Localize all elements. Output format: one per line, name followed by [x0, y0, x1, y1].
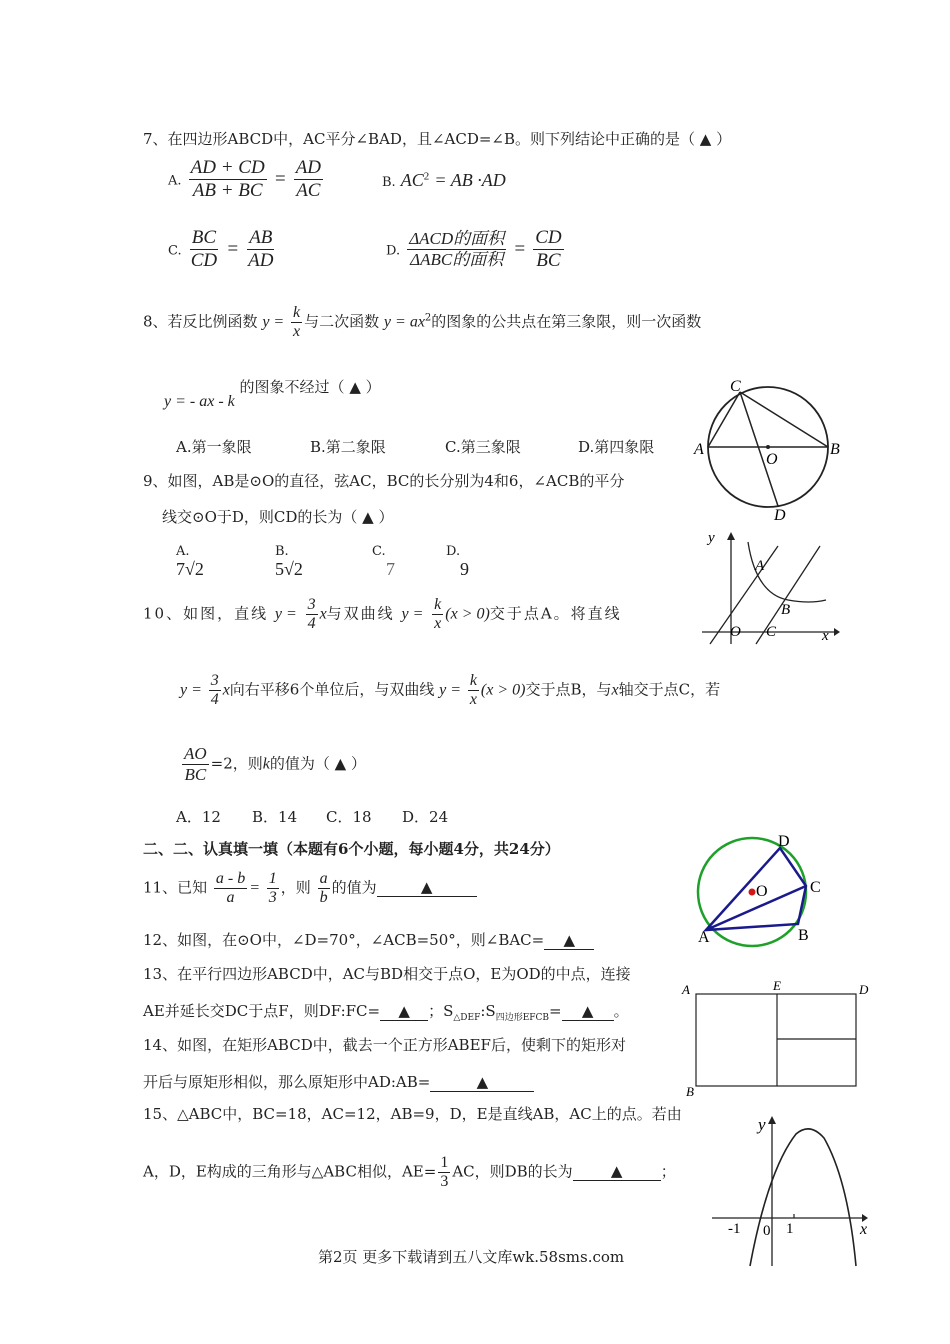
q12-label-o: O [756, 883, 768, 900]
q10-cond-1: (x > 0) [445, 605, 490, 623]
q13-line2b: ；S [428, 1002, 454, 1020]
q8-y-eq: y = [262, 313, 285, 331]
q12-center-dot [749, 889, 756, 896]
q9-label-d: D [774, 507, 786, 524]
q11-s1: 11、已知 [143, 878, 208, 897]
q12-label-a: A [698, 929, 710, 946]
q10-opt-d: D．24 [402, 808, 449, 826]
q7-a-equals: = [273, 168, 287, 190]
q9-chord-bc [740, 392, 828, 447]
q10-three-2: 3 [210, 672, 219, 689]
q9-a-label: A. [176, 544, 190, 559]
q9-option-b [275, 540, 303, 580]
q7-a-right-den: AC [296, 179, 321, 201]
q7-c-label: C. [168, 243, 182, 259]
q8-stem-line2 [164, 376, 381, 411]
parabola-label-one: 1 [786, 1221, 794, 1237]
q9-option-c [372, 540, 395, 580]
q10-y-eq-2: y = [401, 605, 424, 623]
figure-q9-circle [690, 372, 850, 524]
q14-answer-blank[interactable]: ▲ [430, 1073, 534, 1092]
q11-num: a - b [215, 870, 246, 887]
q7-c-right-den: AD [248, 249, 274, 271]
q7-d-right-num: CD [535, 227, 562, 248]
q7-b-sup: 2 [423, 170, 430, 183]
q12-label-b: B [798, 927, 809, 944]
q14-line2: 开后与原矩形相似，那么原矩形中AD:AB= [143, 1073, 431, 1091]
q10-label-y: y [708, 530, 715, 546]
figure-q12-circle [690, 828, 830, 948]
q9-a-value: 7√2 [176, 559, 204, 579]
q15-fraction [438, 1154, 450, 1191]
q15-one: 1 [440, 1154, 449, 1171]
q12-label-d: D [778, 833, 790, 850]
q13-line2a: AE并延长交DC于点F，则DF:FC= [143, 1002, 381, 1020]
q7-option-d [386, 228, 566, 272]
q11-answer-blank[interactable]: ▲ [377, 878, 477, 897]
q10-stem-3 [180, 745, 366, 784]
q13-answer-blank-1[interactable]: ▲ [380, 1002, 428, 1021]
q7-d-den: ΔABC的面积 [410, 249, 504, 269]
q10-label-b: B [781, 602, 791, 618]
q12 [143, 929, 594, 950]
parabola-curve [750, 1129, 856, 1266]
q10-s3: 交于点A。将直线 [489, 604, 622, 623]
q10-s8: 的值为（ ▲ ） [269, 754, 366, 773]
q7-option-a [168, 158, 325, 202]
q11-den: a [226, 888, 235, 906]
q10-x-axis: x [611, 681, 619, 699]
q14-line-2 [143, 1071, 534, 1092]
q9-label-c: C [730, 378, 741, 395]
q10-slope-fraction-2 [209, 672, 221, 709]
q8-linear: y = - ax - k [164, 393, 235, 410]
q11-one: 1 [268, 870, 277, 887]
q14-label-e: E [773, 978, 781, 993]
q10-label-o: O [730, 624, 741, 640]
q15-three: 3 [440, 1172, 449, 1190]
q8-opt-c: C.第三象限 [445, 438, 521, 456]
q7-a-numerator: AD + CD [190, 157, 265, 178]
parabola-label-y: y [758, 1115, 766, 1134]
q9-c-label: C. [372, 544, 386, 559]
q10-ao-over-bc [182, 745, 209, 784]
page-footer: 第2页 更多下载请到五八文库wk.58sms.com [318, 1248, 625, 1266]
q7-a-fraction [189, 158, 267, 202]
q7-b-rhs: = AB ·AD [434, 170, 506, 190]
q7-a-right-fraction [294, 158, 323, 202]
q8-stem-a: 8、若反比例函数 [143, 312, 258, 331]
q9-b-label: B. [275, 544, 289, 559]
q9-chord-cd [740, 392, 778, 506]
section-2-heading: 二、二、认真填一填（本题有6个小题，每小题4分，共24分） [143, 840, 560, 858]
q15-line-2 [143, 1154, 676, 1191]
q8-opt-a: A.第一象限 [176, 438, 252, 456]
q7-option-c [168, 228, 277, 272]
q10-x-den-2: x [469, 690, 477, 708]
q10-y-eq-1: y = [274, 605, 297, 623]
parabola-y-arrow-icon [768, 1116, 776, 1124]
q9-label-b: B [830, 441, 840, 458]
q10-slope-fraction-1 [306, 596, 318, 633]
figure-q14-rectangle [676, 978, 876, 1098]
q10-ao: AO [184, 744, 207, 763]
q8-k-over-x [291, 304, 302, 341]
q8-opt-b: B.第二象限 [310, 438, 386, 456]
q15-line2b: AC，则DB的长为 [452, 1162, 573, 1181]
q12-answer-blank[interactable]: ▲ [544, 931, 594, 950]
q8-stem-c: 的图象的公共点在第三象限，则一次函数 [431, 312, 702, 331]
q10-opt-b: B．14 [252, 808, 298, 826]
q13-line2e: 。 [613, 1002, 629, 1020]
q10-k-over-x-2 [468, 672, 479, 709]
parabola-label-x: x [860, 1221, 868, 1238]
q9-d-label: D. [446, 544, 461, 559]
q7-c-right-num: AB [249, 227, 273, 248]
figure-q10-graph [698, 528, 840, 646]
q14-label-d: D [859, 982, 869, 997]
figure-parabola-graph [706, 1108, 876, 1268]
q14-label-a: A [682, 982, 690, 997]
q13-line-1: 13、在平行四边形ABCD中，AC与BD相交于点O，E为OD的中点，连接 [143, 965, 631, 983]
q14-outer-rectangle [696, 994, 856, 1086]
q10-stem-2 [180, 672, 720, 709]
q10-label-c: C [766, 624, 777, 640]
q11-s3: 的值为 [331, 878, 377, 897]
q7-a-label: A. [168, 173, 182, 189]
q7-b-label: B. [382, 175, 396, 190]
q9-stem-1: 9、如图，AB是⊙O的直径，弦AC，BC的长分别为4和6，∠ACB的平分 [143, 472, 625, 490]
q9-stem-2: 线交⊙O于D，则CD的长为（ ▲ ） [162, 508, 394, 526]
q10-k-1: k [434, 596, 442, 613]
q10-label-a: A [755, 558, 765, 574]
parabola-label-neg1: -1 [728, 1221, 741, 1237]
q10-y-eq-4: y = [439, 681, 462, 699]
q9-b-value: 5√2 [275, 559, 303, 579]
q8-opt-d: D.第四象限 [578, 438, 655, 456]
q10-x-arrow-icon [834, 628, 840, 636]
q13-line2c: :S [480, 1002, 496, 1020]
q8-quad: y = ax [383, 313, 425, 331]
q9-option-a [176, 540, 204, 580]
q15-line2a: A，D，E构成的三角形与△ABC相似，AE= [143, 1162, 437, 1181]
q8-k: k [293, 304, 301, 321]
q13-line2d: = [549, 1002, 562, 1020]
q7-d-equals: = [513, 238, 527, 260]
q9-label-o: O [766, 451, 778, 468]
q10-s7: =2，则 [210, 754, 263, 773]
q10-k-over-x-1 [432, 596, 443, 633]
q10-s6: 轴交于点C，若 [618, 680, 721, 699]
q10-s1: 10、如图，直线 [143, 604, 269, 623]
q10-three-1: 3 [307, 596, 316, 613]
q10-k-2: k [469, 672, 477, 689]
q10-opt-c: C．18 [326, 808, 372, 826]
q12-text: 12、如图，在⊙O中，∠D=70°，∠ACB=50°，则∠BAC= [143, 931, 545, 949]
q7-a-right-num: AD [295, 157, 322, 178]
q15-line2c: ； [660, 1162, 676, 1181]
q7-c-equals: = [226, 238, 240, 260]
q11-b: b [319, 888, 328, 906]
q8-quad-sup: 2 [424, 312, 432, 324]
q7-c-fraction [189, 228, 219, 272]
q14-line-1: 14、如图，在矩形ABCD中，截去一个正方形ABEF后，使剩下的矩形对 [143, 1036, 626, 1054]
q15-answer-blank[interactable]: ▲ [573, 1162, 661, 1181]
q7-stem: 7、在四边形ABCD中，AC平分∠BAD，且∠ACD=∠B。则下列结论中正确的是（ ▲ ） [143, 130, 732, 148]
q10-bc: BC [184, 764, 207, 784]
q11-fraction-1 [214, 870, 247, 907]
q11 [143, 870, 477, 907]
q10-y-eq-3: y = [180, 681, 202, 699]
q9-c-value: 7 [386, 559, 395, 579]
q10-k-3: k [262, 755, 270, 773]
q7-c-right-fraction [246, 228, 275, 272]
q10-x-den-1: x [434, 614, 442, 632]
q13-sub2: 四边形EFCB [495, 1013, 550, 1023]
q7-d-fraction [407, 230, 506, 269]
q8-stem-b: 与二次函数 [304, 312, 380, 331]
q8-stem [143, 304, 701, 341]
q14-label-b: B [686, 1084, 694, 1098]
q13-line-2 [143, 1000, 629, 1023]
q10-s2: 与双曲线 [326, 604, 395, 623]
q11-a: a [319, 870, 328, 887]
q8-stem-d: 的图象不经过（ ▲ ） [239, 378, 381, 396]
q10-four-1: 4 [307, 614, 316, 632]
q7-c-num: BC [191, 227, 217, 248]
q15-line-1: 15、△ABC中，BC=18，AC=12，AB=9，D，E是直线AB，AC上的点。若由 [143, 1105, 682, 1123]
q9-chord-ac [708, 392, 740, 447]
q13-sub1: △DEF [453, 1013, 481, 1023]
q8-x: x [293, 322, 301, 340]
q10-stem-1 [143, 596, 622, 633]
q9-d-value: 9 [460, 559, 469, 579]
q9-label-a: A [694, 441, 704, 458]
q11-eq: = [249, 879, 260, 897]
q12-label-c: C [810, 879, 821, 896]
q7-b-lhs: AC [400, 170, 424, 190]
q10-label-x: x [822, 628, 829, 644]
q10-x-1: x [319, 605, 327, 623]
q7-a-denominator: AB + BC [192, 179, 263, 201]
q11-fraction-3 [318, 870, 330, 907]
q10-four-2: 4 [210, 690, 219, 708]
q11-s2: ，则 [280, 878, 311, 897]
q10-cond-2: (x > 0) [480, 681, 526, 699]
q7-d-label: D. [386, 243, 401, 259]
q10-y-arrow-icon [727, 532, 735, 540]
q13-answer-blank-2[interactable]: ▲ [562, 1002, 614, 1021]
q11-three: 3 [268, 888, 277, 906]
q7-option-b [382, 170, 506, 191]
q7-d-right-den: BC [536, 249, 561, 271]
q7-d-right-fraction [533, 228, 563, 272]
q9-center-dot [766, 445, 770, 449]
q10-s5: 交于点B，与 [525, 680, 612, 699]
q9-option-d [446, 540, 469, 580]
q11-fraction-2 [267, 870, 279, 907]
q7-d-num: ΔACD的面积 [409, 229, 505, 249]
q10-s4: 向右平移6个单位后，与双曲线 [229, 680, 435, 699]
parabola-label-zero: 0 [763, 1223, 771, 1239]
q10-opt-a: A．12 [176, 808, 221, 826]
q10-x-2: x [222, 681, 230, 699]
q7-c-den: CD [190, 249, 218, 271]
